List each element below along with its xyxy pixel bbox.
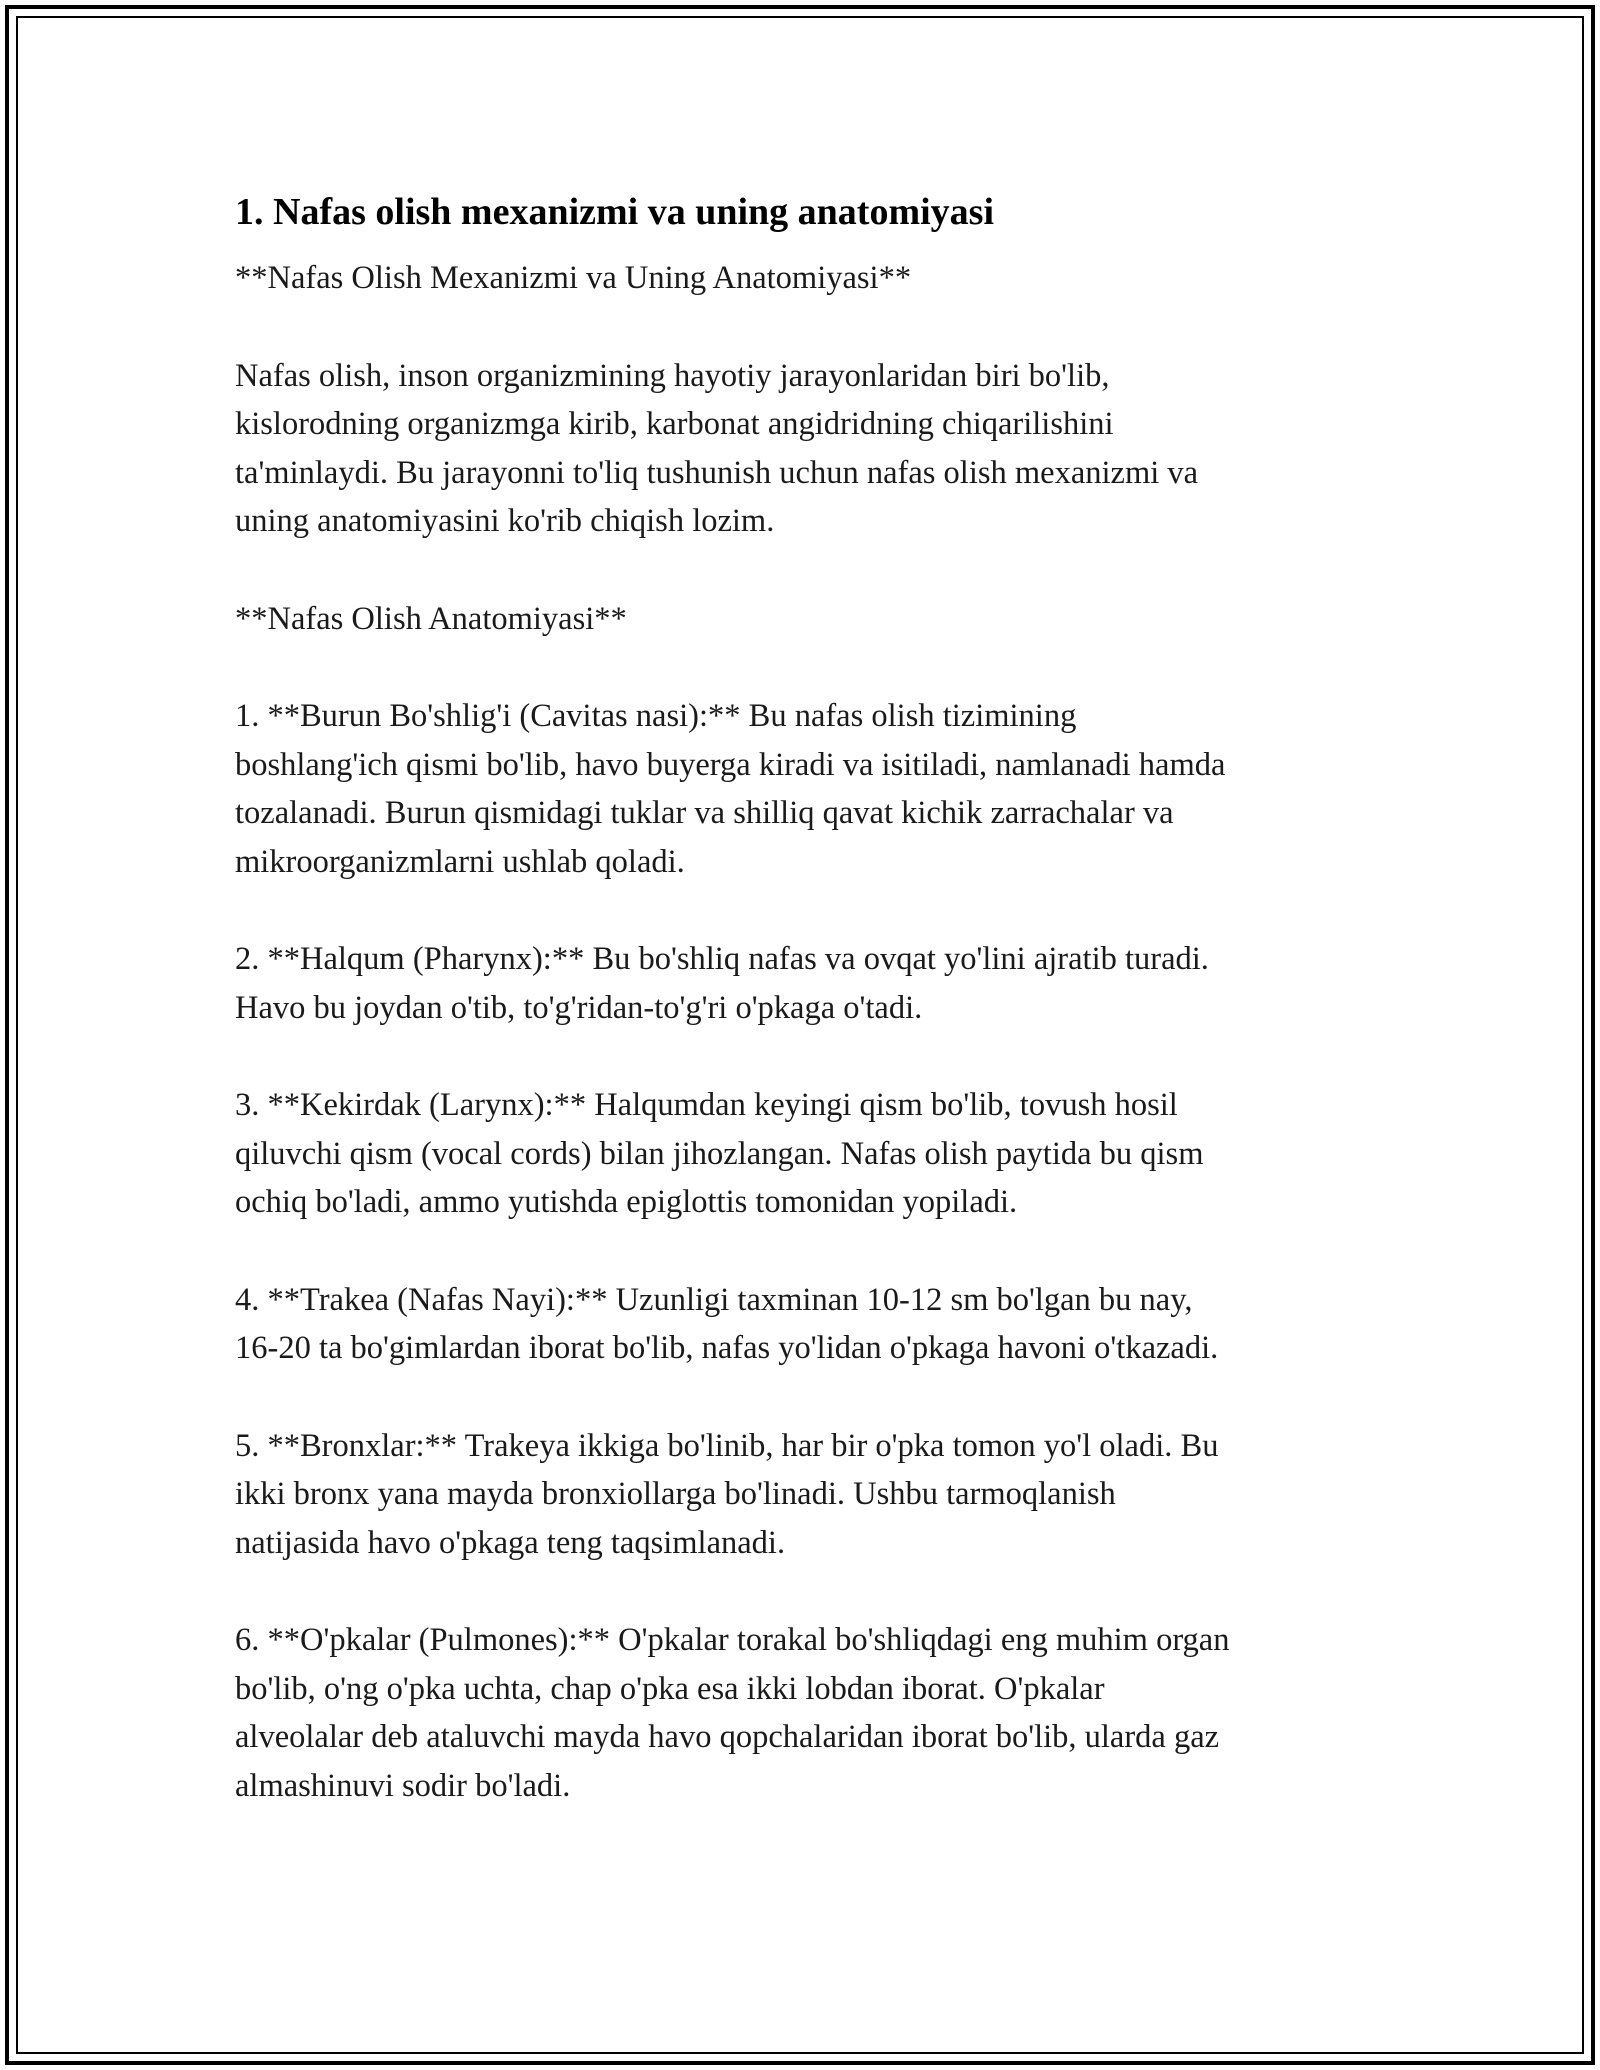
list-item-burun: 1. **Burun Bo'shlig'i (Cavitas nasi):** Bu nafas olish tizimining boshlang'ich qismi bo'lib, havo buyerga kiradi va isitiladi, namlanadi hamda tozalanadi. Burun qismidagi tuklar va shilliq qavat kichik zarrachalar va mikroorganizmlarni ushlab qoladi. bbox=[235, 698, 1226, 880]
list-item-kekirdak: 3. **Kekirdak (Larynx):** Halqumdan keyingi qism bo'lib, tovush hosil qiluvchi qism (vocal cords) bilan jihozlangan. Nafas olish paytida bu qism ochiq bo'ladi, ammo yutishda epiglottis tomonidan yopiladi. bbox=[235, 1087, 1204, 1220]
document-body bbox=[235, 185, 1370, 1810]
list-item-trakea: 4. **Trakea (Nafas Nayi):** Uzunligi taxminan 10-12 sm bo'lgan bu nay, 16-20 ta bo'gimlardan iborat bo'lib, nafas yo'lidan o'pkaga havoni o'tkazadi. bbox=[235, 1281, 1219, 1366]
section-title: **Nafas Olish Anatomiyasi** bbox=[235, 600, 627, 637]
list-item-opkalar: 6. **O'pkalar (Pulmones):** O'pkalar torakal bo'shliqdagi eng muhim organ bo'lib, o'ng o'pka uchta, chap o'pka esa ikki lobdan iborat. O'pkalar alveolalar deb ataluvchi mayda havo qopchalaridan iborat bo'lib, ularda gaz almashinuvi sodir bo'ladi. bbox=[235, 1622, 1230, 1804]
intro-paragraph: Nafas olish, inson organizmining hayotiy jarayonlaridan biri bo'lib, kislorodning organizmga kirib, karbonat angidridning chiqarilishini ta'minlaydi. Bu jarayonni to'liq tushunish uchun nafas olish mexanizmi va uning anatomiyasini ko'rib chiqish lozim. bbox=[235, 357, 1199, 539]
document-subtitle: **Nafas Olish Mexanizmi va Uning Anatomiyasi** bbox=[235, 260, 912, 296]
page-title: 1. Nafas olish mexanizmi va uning anatomiyasi bbox=[235, 191, 995, 233]
list-item-halqum: 2. **Halqum (Pharynx):** Bu bo'shliq nafas va ovqat yo'lini ajratib turadi. Havo bu joydan o'tib, to'g'ridan-to'g'ri o'pkaga o'tadi. bbox=[235, 941, 1209, 1026]
list-item-bronxlar: 5. **Bronxlar:** Trakeya ikkiga bo'linib, har bir o'pka tomon yo'l oladi. Bu ikki bronx yana mayda bronxiollarga bo'linadi. Ushbu tarmoqlanish natijasida havo o'pkaga teng taqsimlanadi. bbox=[235, 1427, 1219, 1561]
